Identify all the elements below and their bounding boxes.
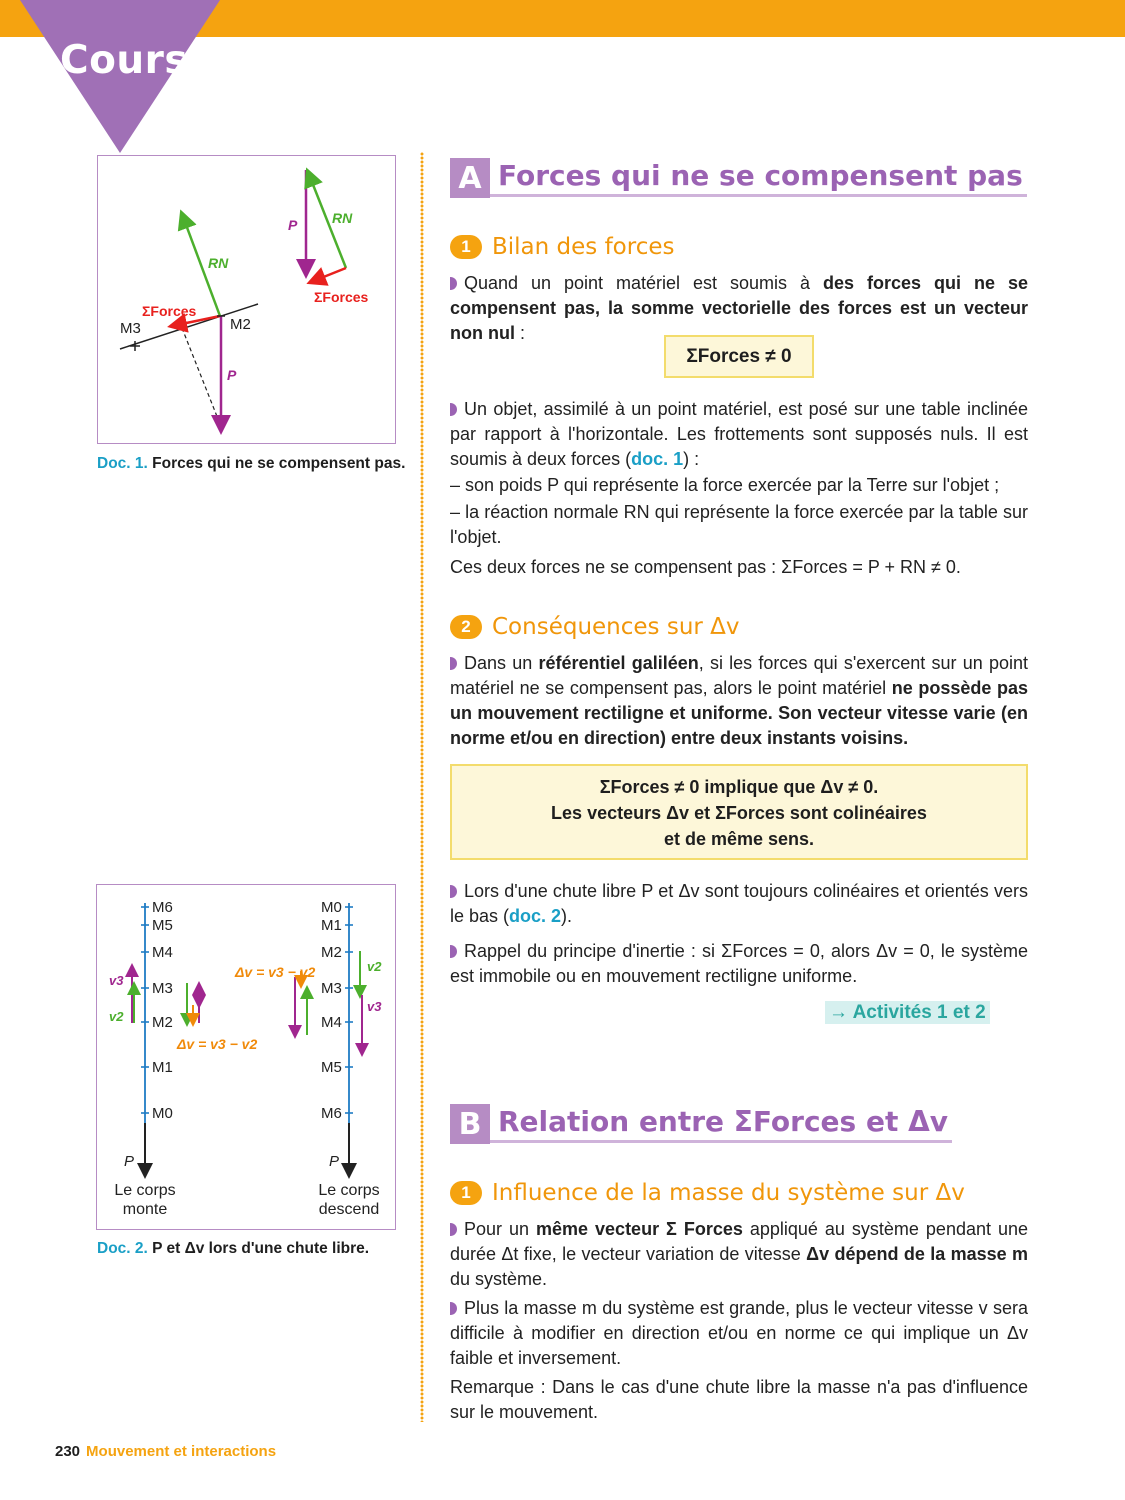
section-b1-heading	[450, 1180, 965, 1206]
left-point-label: M3	[152, 980, 173, 997]
a2-paragraph-3	[450, 939, 1028, 989]
right-point-label: M2	[321, 944, 342, 961]
b1-p2: Plus la masse m du système est grande, plus le vecteur vitesse v sera difficile à modifier en direction et/ou en norme ce qui implique un Δv faible et inversement.	[450, 1298, 1028, 1368]
section-a-heading	[450, 158, 1027, 198]
a2-p1-c: , si les forces qui s'exercent sur un point matériel ne se compensent pas, alors le point matériel	[450, 653, 1028, 698]
bullet-icon	[450, 885, 457, 898]
section-b-heading	[450, 1104, 952, 1144]
right-point-label: M0	[321, 899, 342, 916]
a2-p2-start: Lors d'une chute libre P et Δv sont toujours colinéaires et orientés vers le bas (	[450, 881, 1028, 926]
doc2-diagram	[97, 885, 394, 1228]
a2-box-line1: ΣForces ≠ 0 implique que Δv ≠ 0.	[599, 777, 879, 797]
left-p-label: P	[124, 1153, 135, 1170]
section-a2-number: 2	[450, 615, 482, 639]
left-caption-line2: monte	[122, 1201, 168, 1218]
bullet-icon	[450, 403, 457, 416]
doc1-caption	[97, 455, 405, 473]
b1-p1-e: du système.	[450, 1269, 548, 1289]
right-delta-formula: Δv = v3 − v2	[235, 964, 316, 980]
doc2-caption	[97, 1240, 369, 1258]
section-a1-heading	[450, 234, 674, 260]
doc1-figure	[97, 155, 396, 444]
triangle-forces	[311, 268, 346, 282]
b1-p1-b: même vecteur Σ Forces	[536, 1219, 743, 1239]
section-b-title: Relation entre ΣForces et Δv	[490, 1105, 952, 1143]
column-divider	[419, 152, 425, 1422]
a2-paragraph-2	[450, 879, 1028, 929]
doc2-caption-text: P et Δv lors d'une chute libre.	[152, 1240, 370, 1257]
section-a1-title: Bilan des forces	[492, 234, 675, 260]
left-caption-line1: Le corps	[114, 1182, 176, 1199]
left-point-label: M5	[152, 917, 173, 934]
b1-p1-c: appliqué au système pendant une durée Δt fixe, le vecteur variation de vitesse	[450, 1219, 1028, 1264]
doc1-diagram	[98, 156, 394, 442]
section-b1-title: Influence de la masse du système sur Δv	[492, 1180, 965, 1206]
right-caption-line2: descend	[318, 1201, 380, 1218]
left-v3-label: v3	[109, 973, 124, 988]
left-point-label: M1	[152, 1059, 173, 1076]
cours-tab-label: Cours	[60, 38, 189, 83]
a1-formula: ΣForces ≠ 0	[686, 346, 792, 367]
a2-p2-end: ).	[561, 906, 573, 926]
section-a-title: Forces qui ne se compensent pas	[490, 159, 1027, 197]
right-p-label: P	[329, 1153, 340, 1170]
doc2-caption-label: Doc. 2.	[97, 1240, 148, 1257]
bullet-icon	[450, 1223, 457, 1236]
activities-link[interactable]: → Activités 1 et 2	[825, 1001, 990, 1024]
bullet-icon	[450, 945, 457, 958]
b1-paragraph-2	[450, 1296, 1028, 1371]
a1-paragraph-2	[450, 397, 1028, 472]
right-caption-line1: Le corps	[318, 1182, 380, 1199]
triangle-label-rn: RN	[332, 210, 353, 226]
a1-line-sum: Ces deux forces ne se compensent pas : ΣForces = P + RN ≠ 0.	[450, 557, 961, 577]
doc1-link[interactable]: doc. 1	[631, 449, 684, 469]
a2-p1-a: Dans un	[464, 653, 539, 673]
left-point-label: M4	[152, 944, 173, 961]
label-m3: M3	[120, 320, 141, 337]
a1-p1-bold: des forces qui ne se compensent pas, la somme vectorielle des forces est un vecteur non nul	[450, 273, 1028, 343]
left-point-label: M6	[152, 899, 173, 916]
label-forces: ΣForces	[142, 303, 197, 319]
left-point-label: M2	[152, 1014, 173, 1031]
doc2-link[interactable]: doc. 2	[509, 906, 562, 926]
right-point-label: M5	[321, 1059, 342, 1076]
a2-box-line3: et de même sens.	[663, 829, 815, 849]
right-point-label: M4	[321, 1014, 342, 1031]
a2-key-box	[450, 764, 1028, 860]
section-a2-title: Conséquences sur Δv	[492, 614, 740, 640]
a1-formula-box	[664, 335, 814, 378]
section-a1-number: 1	[450, 235, 482, 259]
chapter-title: Mouvement et interactions	[86, 1443, 277, 1460]
a1-p1-start: Quand un point matériel est soumis à	[464, 273, 824, 293]
bullet-icon	[450, 1302, 457, 1315]
triangle-label-p: P	[288, 217, 298, 233]
section-a-letter: A	[450, 158, 490, 198]
right-point-label: M3	[321, 980, 342, 997]
left-delta-formula: Δv = v3 − v2	[177, 1036, 258, 1052]
dashed-guide	[182, 328, 220, 424]
section-b-letter: B	[450, 1104, 490, 1144]
right-v3-label: v3	[367, 999, 382, 1014]
label-m2: M2	[230, 316, 251, 333]
doc1-caption-label: Doc. 1.	[97, 455, 148, 472]
b1-paragraph-3: Remarque : Dans le cas d'une chute libre la masse n'a pas d'influence sur le mouvement.	[450, 1377, 1028, 1422]
right-point-label: M1	[321, 917, 342, 934]
a2-p1-d: ne possède pas un mouvement rectiligne et uniforme. Son vecteur vitesse varie (en norme et/ou en direction) entre deux instants voisins.	[450, 678, 1028, 748]
b1-paragraph-1	[450, 1217, 1028, 1292]
triangle-label-forces: ΣForces	[314, 289, 369, 305]
doc1-caption-text: Forces qui ne se compensent pas.	[152, 455, 406, 472]
section-a2-heading	[450, 614, 740, 640]
page-footer	[55, 1443, 276, 1460]
doc2-figure	[96, 884, 396, 1230]
right-v2-label: v2	[367, 959, 382, 974]
label-rn: RN	[208, 255, 229, 271]
a1-p2-end: ) :	[683, 449, 700, 469]
a2-p1-b: référentiel galiléen	[538, 653, 699, 673]
left-v2-label: v2	[109, 1009, 124, 1024]
b1-p1-a: Pour un	[464, 1219, 537, 1239]
bullet-icon	[450, 277, 457, 290]
bullet-icon	[450, 657, 457, 670]
a2-paragraph-1	[450, 651, 1028, 751]
a1-line-weight: – son poids P qui représente la force exercée par la Terre sur l'objet ;	[450, 475, 1000, 495]
a1-p1-end: :	[514, 323, 525, 343]
a1-line-normal-reaction: – la réaction normale RN qui représente la force exercée par la table sur l'objet.	[450, 502, 1028, 547]
right-point-label: M6	[321, 1105, 342, 1122]
page-number: 230	[55, 1443, 81, 1460]
section-b1-number: 1	[450, 1181, 482, 1205]
a2-box-line2: Les vecteurs Δv et ΣForces sont colinéaires	[551, 803, 927, 823]
a2-p3: Rappel du principe d'inertie : si ΣForces = 0, alors Δv = 0, le système est immobile ou en mouvement rectiligne uniforme.	[450, 941, 1028, 986]
b1-p1-d: Δv dépend de la masse m	[806, 1244, 1028, 1264]
label-p: P	[227, 367, 237, 383]
left-point-label: M0	[152, 1105, 173, 1122]
a1-p2-start: Un objet, assimilé à un point matériel, est posé sur une table inclinée par rapport à l'horizontale. Les frottements sont supposés nuls. Il est soumis à deux forces (	[450, 399, 1028, 469]
